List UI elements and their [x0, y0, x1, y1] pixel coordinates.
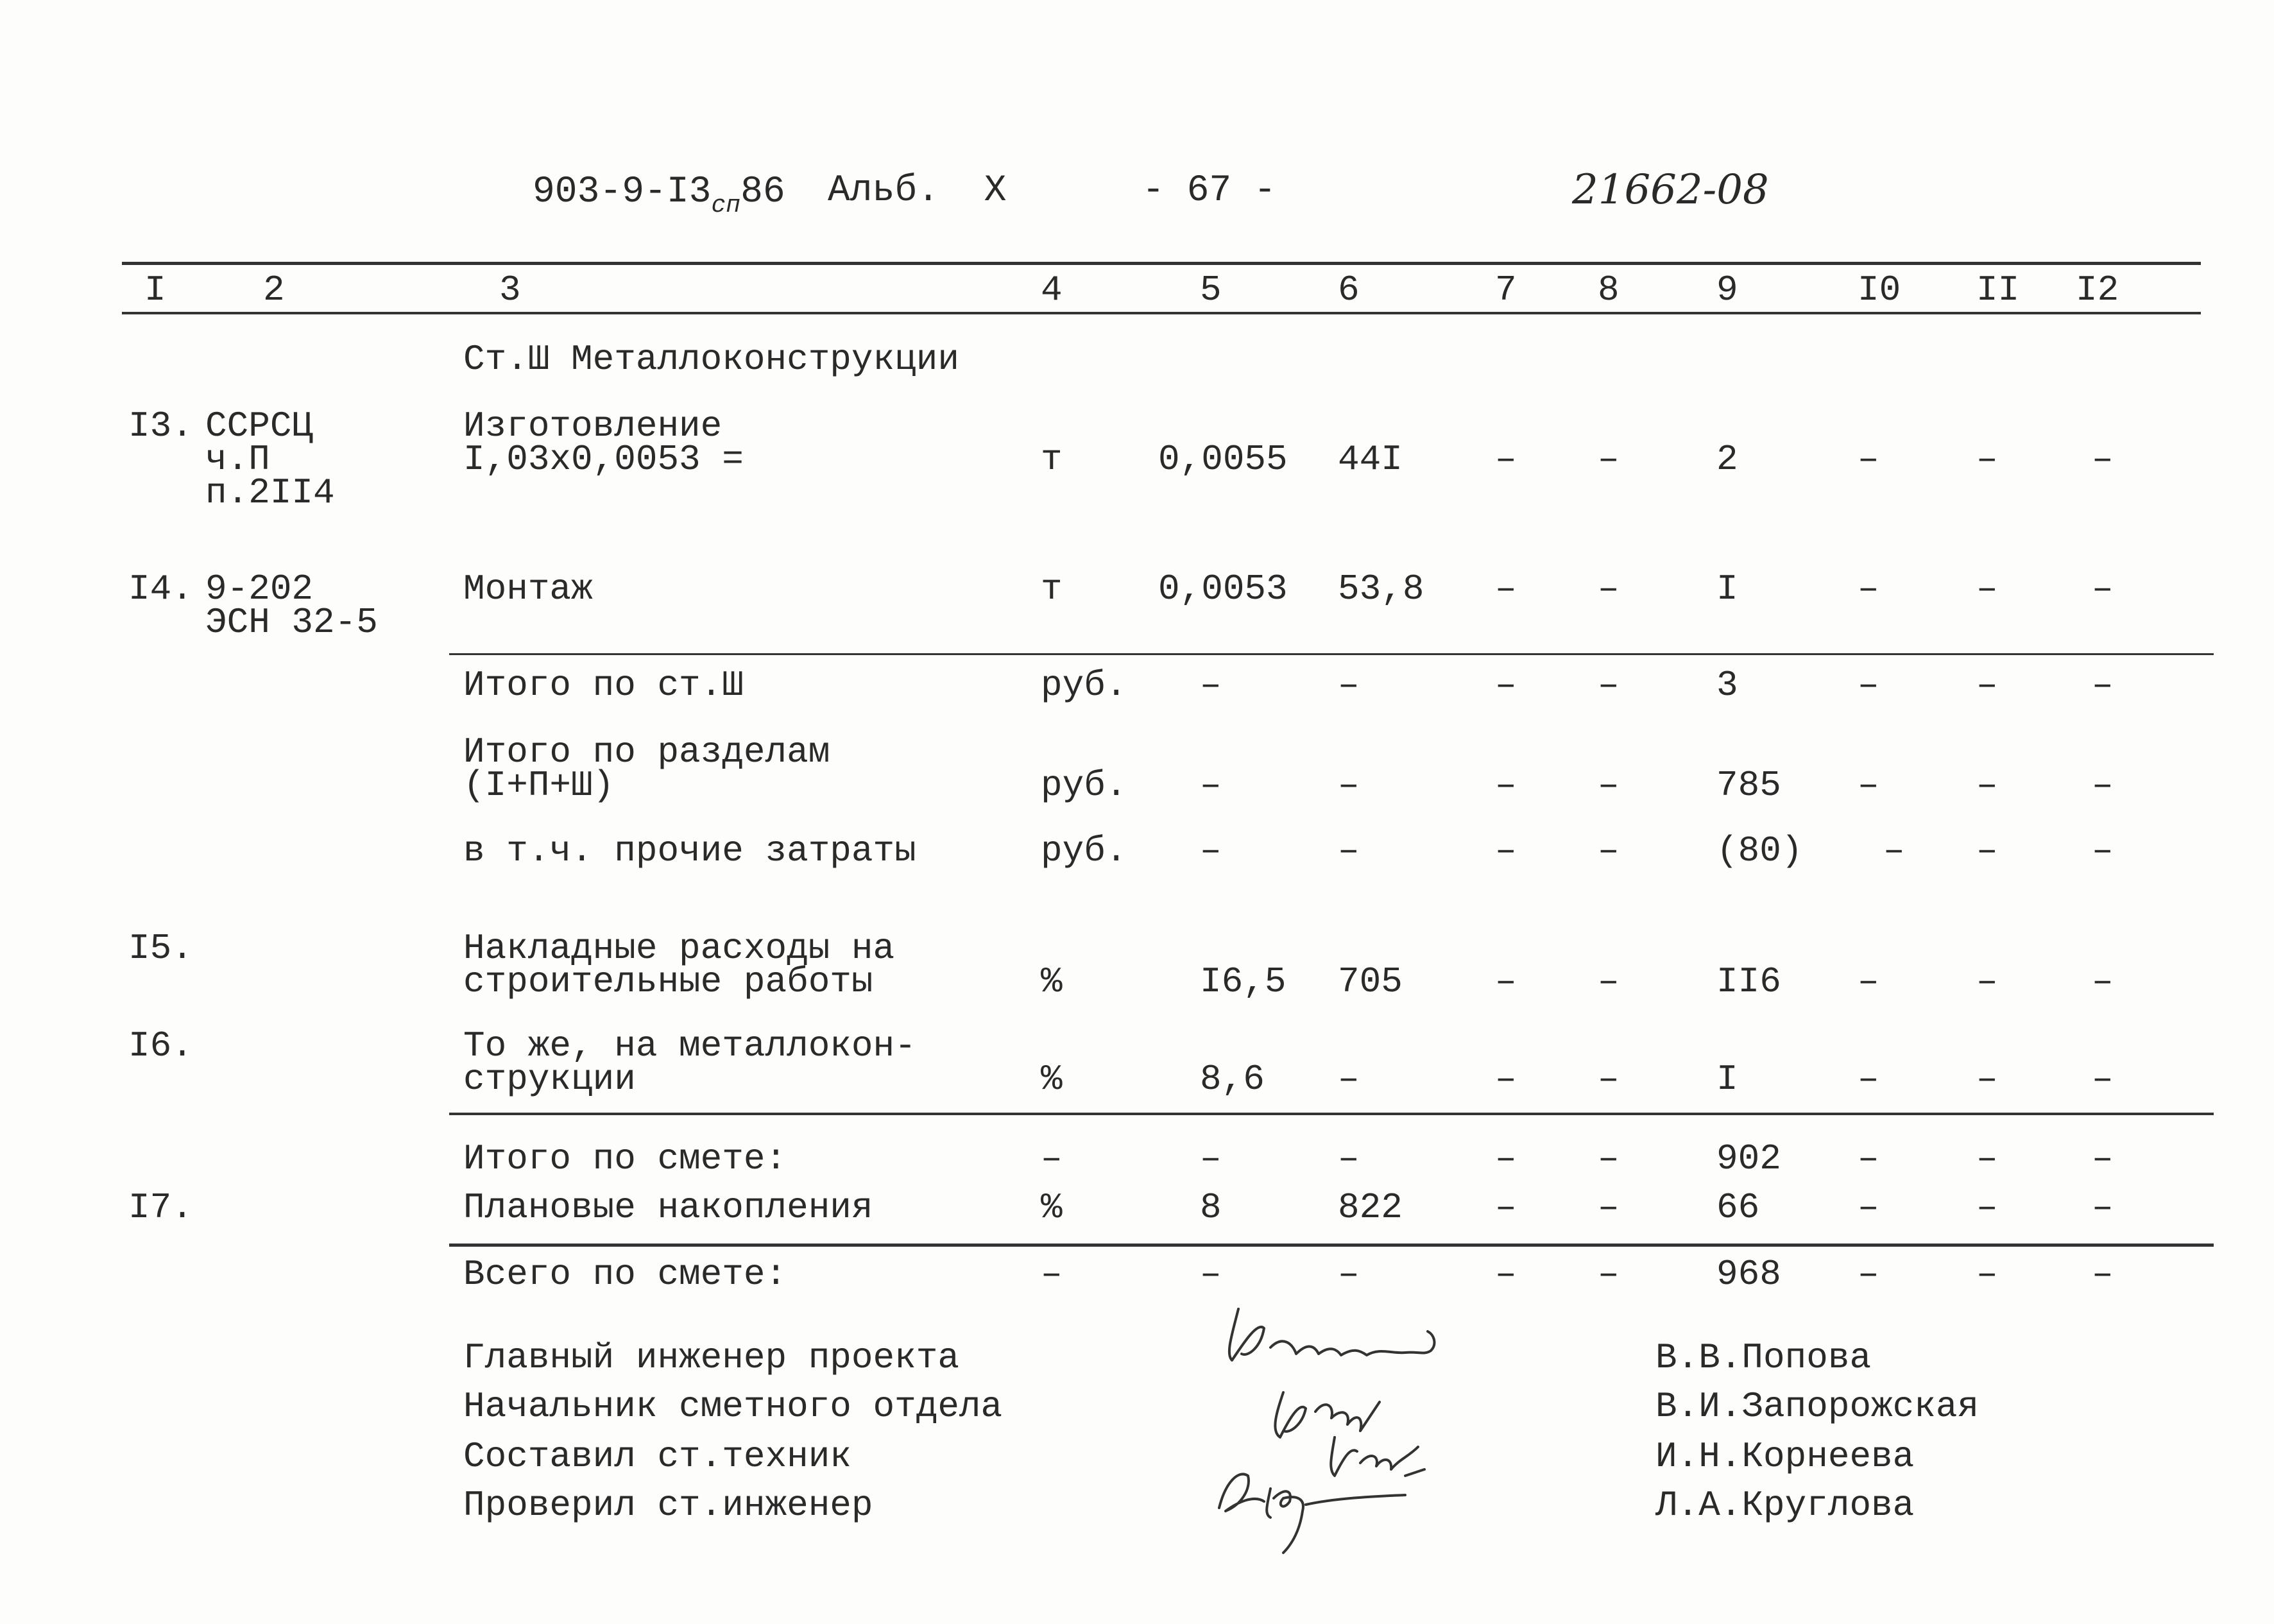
- row-col10: –: [1858, 1138, 1879, 1179]
- row-total: I: [1716, 568, 1738, 610]
- row-col10: –: [1858, 1254, 1879, 1295]
- row-col7: –: [1495, 765, 1517, 806]
- row-number: I3.: [128, 406, 193, 447]
- row-description: Всего по смете:: [463, 1254, 787, 1295]
- row-reference: ССРСЦ: [205, 406, 314, 447]
- row-col11: –: [1976, 1138, 1998, 1179]
- row-quantity: 8: [1200, 1187, 1222, 1228]
- row-col12: –: [2092, 830, 2114, 871]
- row-description: Итого по ст.Ш: [463, 665, 744, 706]
- row-col10: –: [1858, 1059, 1879, 1100]
- row-unit: %: [1041, 961, 1063, 1002]
- row-description: (I+П+Ш): [463, 765, 615, 806]
- row-unit: т: [1041, 568, 1063, 610]
- row-description: Плановые накопления: [463, 1187, 873, 1228]
- row-total: 902: [1716, 1138, 1781, 1179]
- col-header: I: [144, 269, 166, 311]
- row-col11: –: [1976, 439, 1998, 480]
- row-col8: –: [1598, 1059, 1620, 1100]
- row-col12: –: [2092, 439, 2114, 480]
- row-total: (80): [1716, 830, 1803, 871]
- row-col11: –: [1976, 1187, 1998, 1228]
- col-header: 4: [1041, 269, 1063, 311]
- total-rule: [449, 1113, 2214, 1115]
- signature-stroke: [1229, 1309, 1435, 1360]
- row-number: I5.: [128, 928, 193, 969]
- row-col10: –: [1858, 439, 1879, 480]
- row-description: Накладные расходы на: [463, 928, 895, 969]
- row-col7: –: [1495, 439, 1517, 480]
- row-quantity: –: [1200, 765, 1222, 806]
- row-col11: –: [1976, 568, 1998, 610]
- row-unit: руб.: [1041, 665, 1127, 706]
- row-reference: 9-202: [205, 568, 314, 610]
- row-col8: –: [1598, 961, 1620, 1002]
- row-number: I6.: [128, 1025, 193, 1066]
- row-price: 53,8: [1338, 568, 1424, 610]
- row-col12: –: [2092, 568, 2114, 610]
- row-reference: ЭСН 32-5: [205, 602, 378, 643]
- col-header: II: [1976, 269, 2020, 311]
- row-total: I: [1716, 1059, 1738, 1100]
- signer-name: В.И.Запорожская: [1655, 1386, 1979, 1427]
- row-description: Итого по смете:: [463, 1138, 787, 1179]
- row-col8: –: [1598, 830, 1620, 871]
- row-total: 785: [1716, 765, 1781, 806]
- row-unit: т: [1041, 439, 1063, 480]
- row-number: I4.: [128, 568, 193, 610]
- col-header: 2: [263, 269, 285, 311]
- row-col10: –: [1883, 830, 1905, 871]
- row-quantity: 0,0053: [1158, 568, 1288, 610]
- signer-name: В.В.Попова: [1655, 1337, 1872, 1378]
- row-col12: –: [2092, 961, 2114, 1002]
- row-col12: –: [2092, 765, 2114, 806]
- row-price: –: [1338, 765, 1360, 806]
- row-col12: –: [2092, 665, 2114, 706]
- row-col8: –: [1598, 1187, 1620, 1228]
- row-total: II6: [1716, 961, 1781, 1002]
- row-col7: –: [1495, 1187, 1517, 1228]
- handwritten-signatures: [1187, 1283, 1546, 1566]
- row-col8: –: [1598, 765, 1620, 806]
- row-total: 66: [1716, 1187, 1760, 1228]
- col-header: 6: [1338, 269, 1360, 311]
- col-header: 7: [1495, 269, 1517, 311]
- col-header: I0: [1858, 269, 1901, 311]
- signer-role: Проверил ст.инженер: [463, 1485, 873, 1526]
- row-quantity: 0,0055: [1158, 439, 1288, 480]
- row-description: То же, на металлокон-: [463, 1025, 916, 1066]
- row-col10: –: [1858, 665, 1879, 706]
- signature-stroke: [1331, 1437, 1424, 1476]
- row-price: 822: [1338, 1187, 1403, 1228]
- row-col7: –: [1495, 568, 1517, 610]
- row-col11: –: [1976, 830, 1998, 871]
- signer-name: Л.А.Круглова: [1655, 1485, 1915, 1526]
- row-unit: руб.: [1041, 765, 1127, 806]
- row-unit: –: [1041, 1254, 1063, 1295]
- row-number: I7.: [128, 1187, 193, 1228]
- signer-role: Составил ст.техник: [463, 1436, 851, 1477]
- page-number: - 67 -: [1142, 170, 1276, 212]
- album-label: Альб. X: [828, 170, 1007, 212]
- row-col7: –: [1495, 665, 1517, 706]
- signature-stroke: [1275, 1392, 1380, 1437]
- row-description: струкции: [463, 1059, 636, 1100]
- row-col10: –: [1858, 568, 1879, 610]
- col-header: 3: [499, 269, 521, 311]
- row-total: 3: [1716, 665, 1738, 706]
- col-header: I2: [2076, 269, 2119, 311]
- row-reference: ч.П: [205, 439, 270, 480]
- row-price: –: [1338, 1138, 1360, 1179]
- row-col11: –: [1976, 961, 1998, 1002]
- row-description: I,03x0,0053 =: [463, 439, 744, 480]
- row-col12: –: [2092, 1187, 2114, 1228]
- row-description: в т.ч. прочие затраты: [463, 830, 916, 871]
- row-col8: –: [1598, 1254, 1620, 1295]
- row-col12: –: [2092, 1059, 2114, 1100]
- header-bottom-rule: [122, 312, 2201, 314]
- col-header: 5: [1200, 269, 1222, 311]
- row-unit: –: [1041, 1138, 1063, 1179]
- row-description: Изготовление: [463, 406, 722, 447]
- signer-role: Начальник сметного отдела: [463, 1386, 1003, 1427]
- row-col7: –: [1495, 961, 1517, 1002]
- row-quantity: I6,5: [1200, 961, 1287, 1002]
- row-col11: –: [1976, 765, 1998, 806]
- grand-total-rule: [449, 1244, 2214, 1247]
- row-col8: –: [1598, 1138, 1620, 1179]
- row-col11: –: [1976, 1254, 1998, 1295]
- row-col10: –: [1858, 1187, 1879, 1228]
- row-col7: –: [1495, 1138, 1517, 1179]
- col-header: 9: [1716, 269, 1738, 311]
- row-unit: руб.: [1041, 830, 1127, 871]
- row-unit: %: [1041, 1059, 1063, 1100]
- row-col8: –: [1598, 665, 1620, 706]
- row-col12: –: [2092, 1138, 2114, 1179]
- subtotal-rule: [449, 653, 2214, 655]
- project-code: $903-9-I3_{сп}86$: [533, 171, 785, 219]
- col-header: 8: [1598, 269, 1620, 311]
- row-col7: –: [1495, 1254, 1517, 1295]
- row-col8: –: [1598, 439, 1620, 480]
- row-quantity: –: [1200, 1138, 1222, 1179]
- doc-number: 21662-08: [1572, 166, 1769, 214]
- row-col7: –: [1495, 830, 1517, 871]
- header-top-rule: [122, 262, 2201, 265]
- row-col7: –: [1495, 1059, 1517, 1100]
- row-price: –: [1338, 830, 1360, 871]
- row-description: Итого по разделам: [463, 731, 830, 773]
- row-description: строительные работы: [463, 961, 873, 1002]
- section-title: Ст.Ш Металлоконструкции: [463, 339, 959, 380]
- row-unit: %: [1041, 1187, 1063, 1228]
- row-price: –: [1338, 1059, 1360, 1100]
- row-quantity: –: [1200, 1254, 1222, 1295]
- row-total: 968: [1716, 1254, 1781, 1295]
- signer-role: Главный инженер проекта: [463, 1337, 959, 1378]
- row-col12: –: [2092, 1254, 2114, 1295]
- row-total: 2: [1716, 439, 1738, 480]
- row-col10: –: [1858, 961, 1879, 1002]
- row-quantity: –: [1200, 665, 1222, 706]
- row-price: 705: [1338, 961, 1403, 1002]
- row-price: –: [1338, 1254, 1360, 1295]
- row-price: 44I: [1338, 439, 1403, 480]
- row-col10: –: [1858, 765, 1879, 806]
- row-price: –: [1338, 665, 1360, 706]
- row-quantity: –: [1200, 830, 1222, 871]
- row-description: Монтаж: [463, 568, 593, 610]
- signature-stroke: [1219, 1474, 1405, 1553]
- row-col11: –: [1976, 665, 1998, 706]
- row-col11: –: [1976, 1059, 1998, 1100]
- row-reference: п.2II4: [205, 472, 335, 513]
- row-col8: –: [1598, 568, 1620, 610]
- signer-name: И.Н.Корнеева: [1655, 1436, 1915, 1477]
- row-quantity: 8,6: [1200, 1059, 1265, 1100]
